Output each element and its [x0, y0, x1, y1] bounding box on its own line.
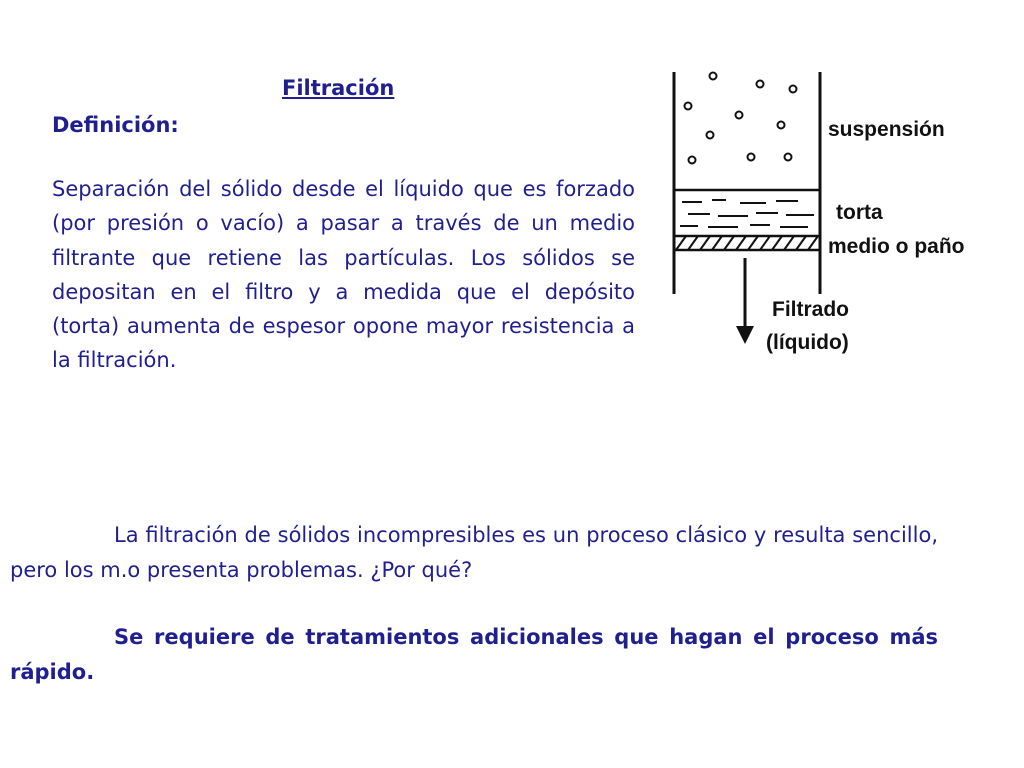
label-suspension: suspensión: [828, 118, 945, 141]
filtration-diagram: [668, 62, 1008, 372]
filtrate-arrow: [736, 258, 754, 344]
label-torta: torta: [836, 201, 883, 224]
filter-medium-hatching: [676, 236, 818, 250]
cake-layer: [680, 200, 814, 227]
paragraph-incompressible: La filtración de sólidos incompresibles es un proceso clásico y resulta sencillo, pero los m.o presenta problemas. ¿Por qué?: [10, 523, 938, 582]
paragraph-treatments: Se requiere de tratamientos adicionales que hagan el proceso más rápido.: [10, 625, 938, 684]
label-liquido: (líquido): [766, 331, 849, 354]
definition-label: Definición:: [52, 113, 179, 137]
slide-title: Filtración: [282, 76, 395, 100]
label-medio: medio o paño: [828, 235, 965, 258]
suspension-particles: [685, 73, 797, 164]
definition-text: Separación del sólido desde el líquido que es forzado (por presión o vacío) a pasar a través de un medio filtrante que retiene las partículas. Los sólidos se depositan en el filtro y a medida que el depósito (torta) aumenta de espesor opone mayor resistencia a la filtración.: [52, 177, 635, 373]
label-filtrado: Filtrado: [772, 298, 849, 321]
